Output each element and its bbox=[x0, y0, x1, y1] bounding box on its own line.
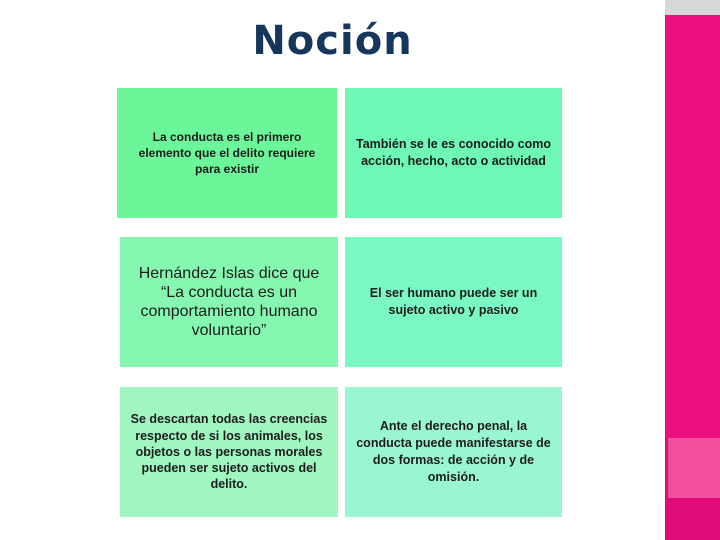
text-box-5: Se descartan todas las creencias respecto de si los animales, los objetos o las personas morales pueden ser sujeto activos del delito. bbox=[120, 387, 338, 517]
text-box-4: El ser humano puede ser un sujeto activo y pasivo bbox=[345, 237, 562, 367]
decorative-strip-highlight bbox=[668, 438, 720, 498]
text-box-2: También se le es conocido como acción, hecho, acto o actividad bbox=[345, 88, 562, 218]
decorative-strip-top bbox=[665, 0, 720, 15]
slide-title: Noción bbox=[252, 18, 413, 64]
text-box-1: La conducta es el primero elemento que el delito requiere para existir bbox=[117, 88, 337, 218]
text-box-6: Ante el derecho penal, la conducta puede manifestarse de dos formas: de acción y de omisión. bbox=[345, 387, 562, 517]
text-box-3: Hernández Islas dice que “La conducta es un comportamiento humano voluntario” bbox=[120, 237, 338, 367]
